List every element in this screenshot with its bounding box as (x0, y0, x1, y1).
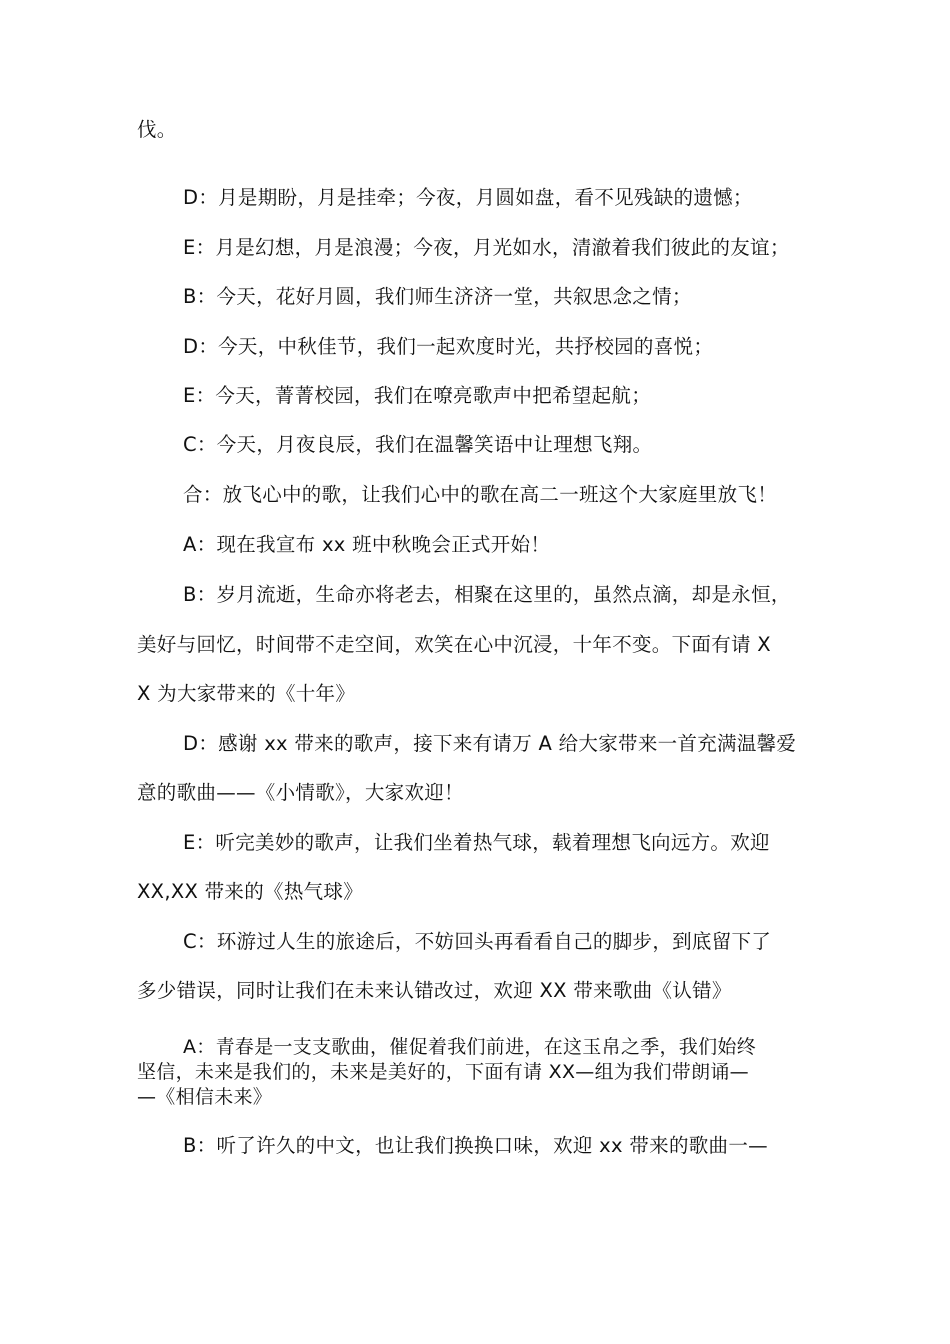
text-line: D：月是期盼，月是挂牵；今夜，月圆如盘，看不见残缺的遗憾； (183, 186, 753, 209)
text-line: XX,XX 带来的《热气球》 (137, 880, 364, 903)
text-line: A：现在我宣布 xx 班中秋晚会正式开始！ (183, 533, 551, 556)
text-line: B：今天，花好月圆，我们师生济济一堂，共叙思念之情； (183, 285, 692, 308)
text-line: C：今天，月夜良辰，我们在温馨笑语中让理想飞翔。 (183, 433, 653, 456)
text-line: E：月是幻想，月是浪漫；今夜，月光如水，清澈着我们彼此的友谊； (183, 236, 790, 259)
text-line: 坚信，未来是我们的，未来是美好的，下面有请 XX—组为我们带朗诵— (137, 1061, 749, 1083)
text-line: 美好与回忆，时间带不走空间，欢笑在心中沉浸，十年不变。下面有请 X (137, 633, 771, 656)
text-line: 多少错误，同时让我们在未来认错改过，欢迎 XX 带来歌曲《认错》 (137, 979, 732, 1002)
text-line: 合：放飞心中的歌，让我们心中的歌在高二一班这个大家庭里放飞！ (183, 483, 778, 506)
text-line: B：听了许久的中文，也让我们换换口味，欢迎 xx 带来的歌曲一— (183, 1134, 768, 1157)
text-line: E：今天，菁菁校园，我们在嘹亮歌声中把希望起航； (183, 384, 652, 407)
text-line: 意的歌曲——《小情歌》，大家欢迎！ (137, 781, 464, 804)
text-line: B：岁月流逝，生命亦将老去，相聚在这里的，虽然点滴，却是永恒， (183, 583, 791, 606)
text-line: D：今天，中秋佳节，我们一起欢度时光，共抒校园的喜悦； (183, 335, 714, 358)
text-line: 伐。 (137, 118, 177, 141)
text-line: E：听完美妙的歌声，让我们坐着热气球，载着理想飞向远方。欢迎 (183, 831, 770, 854)
text-line: —《相信未来》 (137, 1086, 273, 1108)
text-line: X 为大家带来的《十年》 (137, 682, 356, 705)
text-line: D：感谢 xx 带来的歌声，接下来有请万 A 给大家带来一首充满温馨爱 (183, 732, 797, 755)
text-line: A：青春是一支支歌曲，催促着我们前进，在这玉帛之季，我们始终 (183, 1036, 756, 1058)
text-line: C：环游过人生的旅途后，不妨回头再看看自己的脚步，到底留下了 (183, 930, 772, 953)
